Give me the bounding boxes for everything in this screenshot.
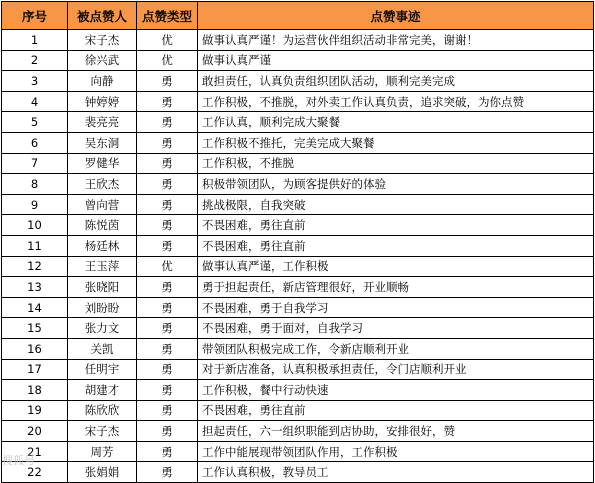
table-row — [2, 277, 594, 298]
cell-type[interactable]: 勇 — [137, 194, 198, 215]
watermark: 搜狐号 — [2, 454, 35, 467]
cell-person[interactable]: 周芳 — [68, 441, 137, 462]
table-row — [2, 359, 594, 380]
cell-deed[interactable]: 勇于担起责任，新店管理很好，开业顺畅 — [198, 277, 594, 298]
cell-deed[interactable]: 挑战极限，自我突破 — [198, 194, 594, 215]
table-row — [2, 194, 594, 215]
table-row — [2, 132, 594, 153]
cell-deed[interactable]: 不畏困难，勇往直前 — [198, 400, 594, 421]
cell-deed[interactable]: 不畏困难，勇于面对，自我学习 — [198, 318, 594, 339]
cell-person[interactable]: 张力文 — [68, 318, 137, 339]
cell-type[interactable]: 勇 — [137, 400, 198, 421]
table-body — [2, 30, 594, 483]
cell-index[interactable]: 11 — [2, 235, 68, 256]
cell-person[interactable]: 王欣杰 — [68, 174, 137, 195]
cell-deed[interactable]: 不畏困难，勇往直前 — [198, 215, 594, 236]
cell-type[interactable]: 勇 — [137, 71, 198, 92]
cell-type[interactable]: 勇 — [137, 318, 198, 339]
cell-index[interactable]: 16 — [2, 338, 68, 359]
cell-type[interactable]: 勇 — [137, 112, 198, 133]
cell-type[interactable]: 勇 — [137, 91, 198, 112]
cell-type[interactable]: 优 — [137, 256, 198, 277]
cell-person[interactable]: 张晓阳 — [68, 277, 137, 298]
cell-type[interactable]: 勇 — [137, 441, 198, 462]
cell-person[interactable]: 关凯 — [68, 338, 137, 359]
cell-type[interactable]: 勇 — [137, 277, 198, 298]
cell-index[interactable]: 4 — [2, 91, 68, 112]
table-row — [2, 462, 594, 483]
cell-index[interactable]: 15 — [2, 318, 68, 339]
cell-person[interactable]: 宋子杰 — [68, 30, 137, 51]
cell-index[interactable]: 8 — [2, 174, 68, 195]
cell-deed[interactable]: 做事认真严谨 — [198, 50, 594, 71]
cell-deed[interactable]: 工作积极，不推脱 — [198, 153, 594, 174]
header-type: 点赞类型 — [137, 2, 198, 30]
table-row — [2, 318, 594, 339]
table-row — [2, 421, 594, 442]
table-row — [2, 30, 594, 51]
cell-deed[interactable]: 工作中能展现带领团队作用，工作积极 — [198, 441, 594, 462]
cell-person[interactable]: 胡建才 — [68, 380, 137, 401]
cell-index[interactable]: 19 — [2, 400, 68, 421]
cell-person[interactable]: 陈欣欣 — [68, 400, 137, 421]
cell-type[interactable]: 勇 — [137, 235, 198, 256]
cell-index[interactable]: 20 — [2, 421, 68, 442]
header-deed: 点赞事迹 — [198, 2, 594, 30]
table-row — [2, 380, 594, 401]
cell-type[interactable]: 勇 — [137, 153, 198, 174]
cell-person[interactable]: 刘盼盼 — [68, 297, 137, 318]
cell-person[interactable]: 杨廷林 — [68, 235, 137, 256]
cell-person[interactable]: 钟婷婷 — [68, 91, 137, 112]
praise-table — [1, 1, 594, 483]
cell-type[interactable]: 勇 — [137, 132, 198, 153]
cell-type[interactable]: 勇 — [137, 359, 198, 380]
cell-type[interactable]: 勇 — [137, 215, 198, 236]
header-index: 序号 — [2, 2, 68, 30]
table-row — [2, 112, 594, 133]
cell-deed[interactable]: 工作积极不推托，完美完成大聚餐 — [198, 132, 594, 153]
cell-index[interactable]: 12 — [2, 256, 68, 277]
table-row — [2, 441, 594, 462]
cell-deed[interactable]: 做事认真严谨！为运营伙伴组织活动非常完美，谢谢！ — [198, 30, 594, 51]
cell-person[interactable]: 张娟娟 — [68, 462, 137, 483]
table-row — [2, 71, 594, 92]
cell-person[interactable]: 裴亮亮 — [68, 112, 137, 133]
cell-deed[interactable]: 不畏困难，勇往直前 — [198, 235, 594, 256]
cell-deed[interactable]: 敢担责任，认真负责组织团队活动，顺利完美完成 — [198, 71, 594, 92]
table-row — [2, 153, 594, 174]
cell-type[interactable]: 勇 — [137, 421, 198, 442]
table-row — [2, 215, 594, 236]
cell-type[interactable]: 勇 — [137, 462, 198, 483]
cell-deed[interactable]: 对于新店准备，认真积极承担责任，令门店顺利开业 — [198, 359, 594, 380]
cell-index[interactable]: 7 — [2, 153, 68, 174]
cell-index[interactable]: 17 — [2, 359, 68, 380]
cell-deed[interactable]: 工作积极，不推脱，对外卖工作认真负责，追求突破，为你点赞 — [198, 91, 594, 112]
cell-deed[interactable]: 带领团队积极完成工作，令新店顺利开业 — [198, 338, 594, 359]
cell-person[interactable]: 曾向营 — [68, 194, 137, 215]
cell-index[interactable]: 3 — [2, 71, 68, 92]
cell-deed[interactable]: 工作认真，顺利完成大聚餐 — [198, 112, 594, 133]
cell-deed[interactable]: 工作积极，餐中行动快速 — [198, 380, 594, 401]
table-row — [2, 256, 594, 277]
cell-person[interactable]: 王玉萍 — [68, 256, 137, 277]
cell-index[interactable]: 6 — [2, 132, 68, 153]
cell-index[interactable]: 13 — [2, 277, 68, 298]
cell-person[interactable]: 宋子杰 — [68, 421, 137, 442]
cell-deed[interactable]: 工作认真积极，教导员工 — [198, 462, 594, 483]
header-person: 被点赞人 — [68, 2, 137, 30]
cell-person[interactable]: 向静 — [68, 71, 137, 92]
cell-person[interactable]: 陈悦茵 — [68, 215, 137, 236]
cell-deed[interactable]: 担起责任，六一组织职能到店协助，安排很好，赞 — [198, 421, 594, 442]
table-row — [2, 297, 594, 318]
cell-person[interactable]: 任明宇 — [68, 359, 137, 380]
cell-index[interactable]: 10 — [2, 215, 68, 236]
cell-type[interactable]: 勇 — [137, 174, 198, 195]
cell-type[interactable]: 勇 — [137, 380, 198, 401]
cell-index[interactable]: 2 — [2, 50, 68, 71]
cell-person[interactable]: 徐兴武 — [68, 50, 137, 71]
table-row — [2, 235, 594, 256]
cell-deed[interactable]: 做事认真严谨，工作积极 — [198, 256, 594, 277]
cell-deed[interactable]: 不畏困难，勇于自我学习 — [198, 297, 594, 318]
cell-deed[interactable]: 积极带领团队，为顾客提供好的体验 — [198, 174, 594, 195]
cell-person[interactable]: 吴东洞 — [68, 132, 137, 153]
cell-index[interactable]: 5 — [2, 112, 68, 133]
cell-index[interactable]: 9 — [2, 194, 68, 215]
cell-type[interactable]: 勇 — [137, 338, 198, 359]
table-row — [2, 50, 594, 71]
cell-index[interactable]: 21 — [2, 441, 68, 462]
cell-index[interactable]: 22 — [2, 462, 68, 483]
cell-type[interactable]: 勇 — [137, 297, 198, 318]
table-row — [2, 174, 594, 195]
table-row — [2, 338, 594, 359]
cell-index[interactable]: 18 — [2, 380, 68, 401]
cell-person[interactable]: 罗健华 — [68, 153, 137, 174]
cell-type[interactable]: 优 — [137, 30, 198, 51]
cell-index[interactable]: 14 — [2, 297, 68, 318]
header-row — [2, 2, 594, 30]
cell-type[interactable]: 优 — [137, 50, 198, 71]
table-row — [2, 91, 594, 112]
table-row — [2, 400, 594, 421]
cell-index[interactable]: 1 — [2, 30, 68, 51]
